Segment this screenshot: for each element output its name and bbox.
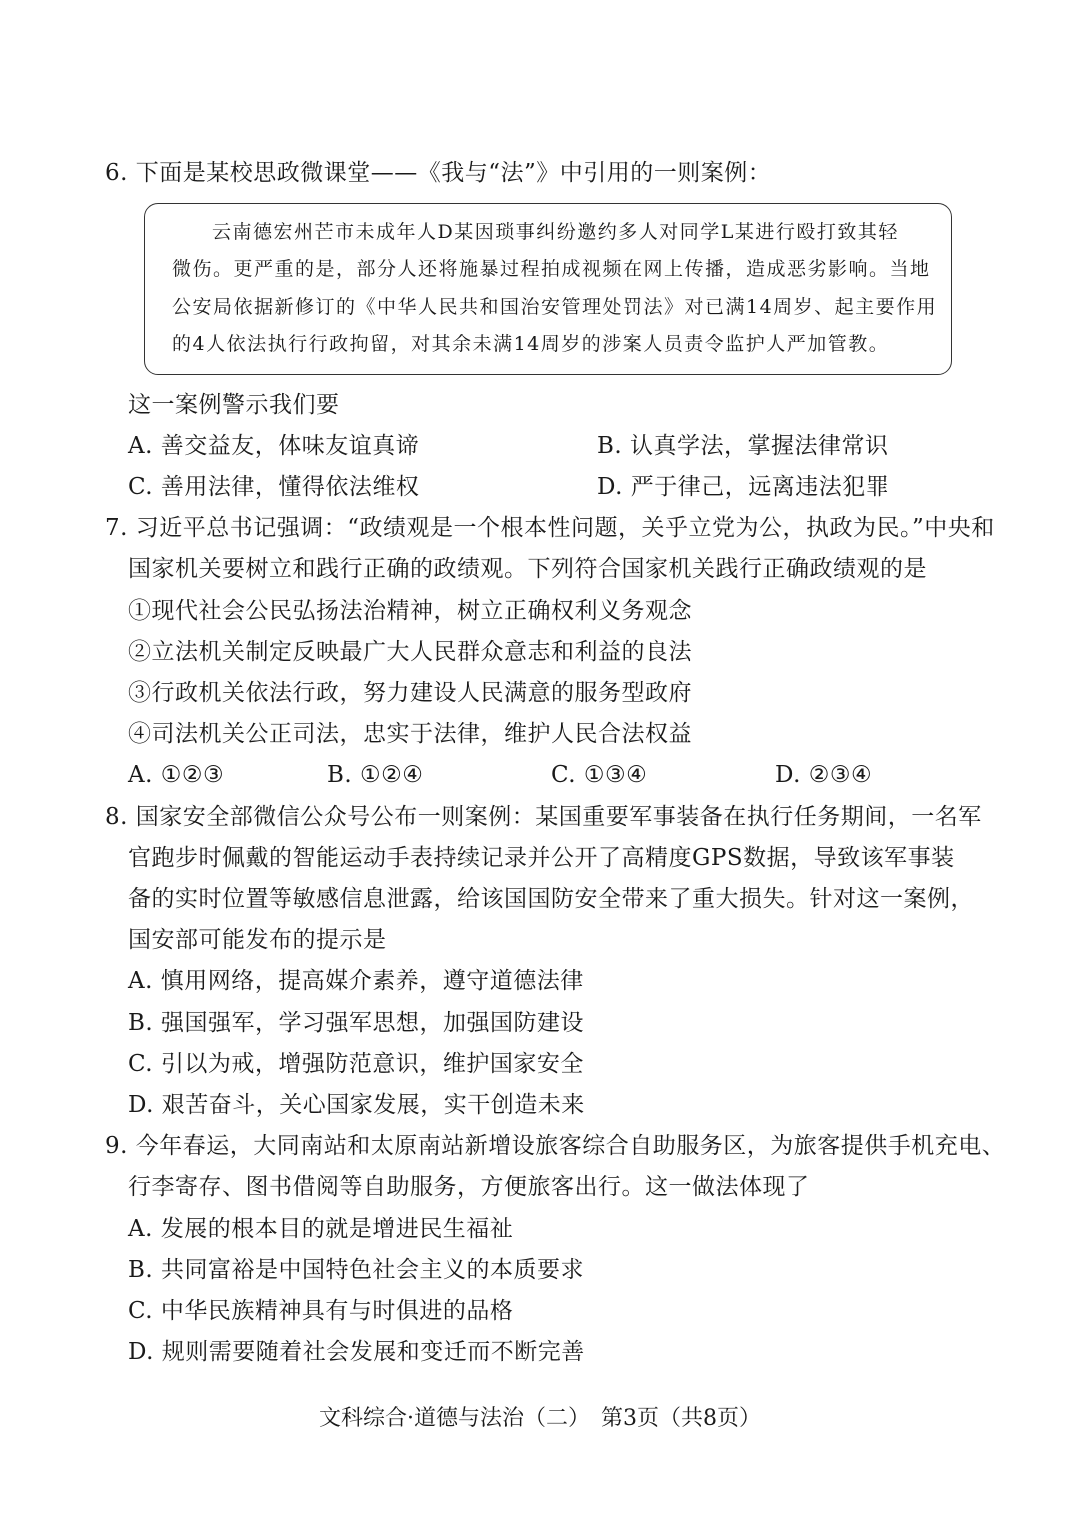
q7-stem-line: 7. 习近平总书记强调：“政绩观是一个根本性问题，关乎立党为公，执政为民。”中央和 [105,515,995,541]
q7-item-2: ②立法机关制定反映最广大人民群众意志和利益的良法 [128,639,692,665]
q8-stem-line: 备的实时位置等敏感信息泄露，给该国国防安全带来了重大损失。针对这一案例， [128,886,974,912]
q8-option-a: A. 慎用网络，提高媒介素养，遵守道德法律 [128,968,584,994]
q8-stem-line: 国安部可能发布的提示是 [128,927,387,953]
q6-stem: 6. 下面是某校思政微课堂——《我与“法”》中引用的一则案例： [105,160,772,186]
q7-stem-line: 国家机关要树立和践行正确的政绩观。下列符合国家机关践行正确政绩观的是 [128,556,927,582]
q7-item-4: ④司法机关公正司法，忠实于法律，维护人民合法权益 [128,721,692,747]
q6-option-b: B. 认真学法，掌握法律常识 [597,433,889,459]
q8-option-c: C. 引以为戒，增强防范意识，维护国家安全 [128,1051,584,1077]
q9-option-c: C. 中华民族精神具有与时俱进的品格 [128,1298,514,1324]
q8-stem-line: 官跑步时佩戴的智能运动手表持续记录并公开了高精度GPS数据，导致该军事装 [128,845,955,871]
q7-item-3: ③行政机关依法行政，努力建设人民满意的服务型政府 [128,680,692,706]
q9-option-b: B. 共同富裕是中国特色社会主义的本质要求 [128,1257,585,1283]
q6-option-d: D. 严于律己，远离违法犯罪 [597,474,890,500]
q6-prompt: 这一案例警示我们要 [128,392,340,418]
q6-case-line: 公安局依据新修订的《中华人民共和国治安管理处罚法》对已满14周岁、起主要作用 [172,296,938,318]
q9-option-a: A. 发展的根本目的就是增进民生福祉 [128,1216,514,1242]
q7-option-d: D. ②③④ [775,762,873,788]
page-footer: 文科综合·道德与法治（二） 第3页（共8页） [319,1406,761,1431]
q9-option-d: D. 规则需要随着社会发展和变迁而不断完善 [128,1339,585,1365]
q7-item-1: ①现代社会公民弘扬法治精神，树立正确权利义务观念 [128,598,692,624]
q8-option-b: B. 强国强军，学习强军思想，加强国防建设 [128,1010,585,1036]
q6-case-line: 微伤。更严重的是，部分人还将施暴过程拍成视频在网上传播，造成恶劣影响。当地 [172,258,931,280]
q6-case-line: 的4人依法执行行政拘留，对其余未满14周岁的涉案人员责令监护人严加管教。 [172,333,890,355]
q6-option-c: C. 善用法律，懂得依法维权 [128,474,420,500]
q8-stem-line: 8. 国家安全部微信公众号公布一则案例：某国重要军事装备在执行任务期间，一名军 [105,804,982,830]
q9-stem-line: 9. 今年春运，大同南站和太原南站新增设旅客综合自助服务区，为旅客提供手机充电、 [105,1133,1006,1159]
q6-case-line: 云南德宏州芒市未成年人D某因琐事纠纷邀约多人对同学L某进行殴打致其轻 [212,221,899,243]
q7-option-b: B. ①②④ [327,762,424,788]
q8-option-d: D. 艰苦奋斗，关心国家发展，实干创造未来 [128,1092,585,1118]
q7-option-a: A. ①②③ [128,762,225,788]
q6-option-a: A. 善交益友，体味友谊真谛 [128,433,420,459]
q7-option-c: C. ①③④ [551,762,648,788]
q9-stem-line: 行李寄存、图书借阅等自助服务，方便旅客出行。这一做法体现了 [128,1174,810,1200]
